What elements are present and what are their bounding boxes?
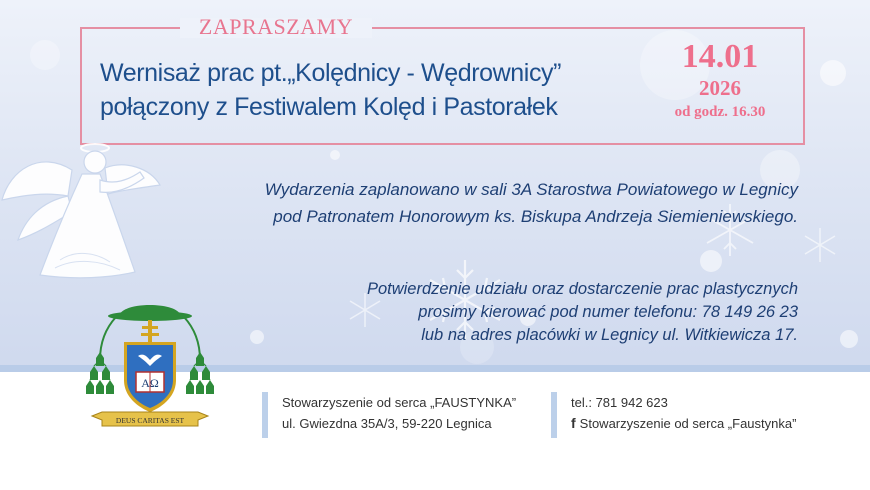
facebook-icon: f: [571, 415, 576, 431]
event-info: [265, 176, 798, 230]
contact-line-2: prosimy kierować pod numer telefonu: 78 149 26 23: [418, 303, 798, 321]
org-phone: tel.: 781 942 623: [571, 395, 668, 410]
angel-icon: [0, 140, 175, 290]
footer-bar-left: [262, 392, 268, 438]
event-time: od godz. 16.30: [674, 104, 766, 120]
event-title-line-2: połączony z Festiwalem Kolęd i Pastorałek: [100, 93, 558, 121]
org-name: Stowarzyszenie od serca „FAUSTYNKA”: [282, 395, 517, 410]
footer-org: [282, 392, 516, 434]
event-date: 14.01: [681, 38, 759, 75]
contact-line-1: Potwierdzenie udziału oraz dostarczenie prac plastycznych: [366, 280, 798, 298]
event-info-line-2: pod Patronatem Honorowym ks. Biskupa Andrzeja Siemieniewskiego.: [273, 207, 798, 226]
coat-of-arms-logo: [86, 300, 214, 436]
contact-info: [367, 278, 798, 347]
event-title: [100, 56, 660, 124]
contact-line-3: lub na adres placówki w Legnicy ul. Witkiewicza 17.: [421, 326, 798, 344]
event-info-line-1: Wydarzenia zaplanowano w sali 3A Starostwa Powiatowego w Legnicy: [264, 180, 798, 199]
book-letters: AΩ: [141, 376, 159, 390]
event-title-line-1: Wernisaż prac pt.„Kolędnicy - Wędrownicy”: [100, 59, 562, 87]
footer-contact: [571, 392, 796, 434]
crest-motto: DEUS CARITAS EST: [115, 416, 185, 425]
snowflake-icon: [800, 225, 840, 265]
org-address: ul. Gwiezdna 35A/3, 59-220 Legnica: [282, 416, 492, 431]
facebook-page[interactable]: Stowarzyszenie od serca „Faustynka”: [579, 416, 797, 431]
footer-bar-right: [551, 392, 557, 438]
event-year: 2026: [699, 76, 741, 100]
invite-heading: ZAPRASZAMY: [198, 14, 354, 39]
